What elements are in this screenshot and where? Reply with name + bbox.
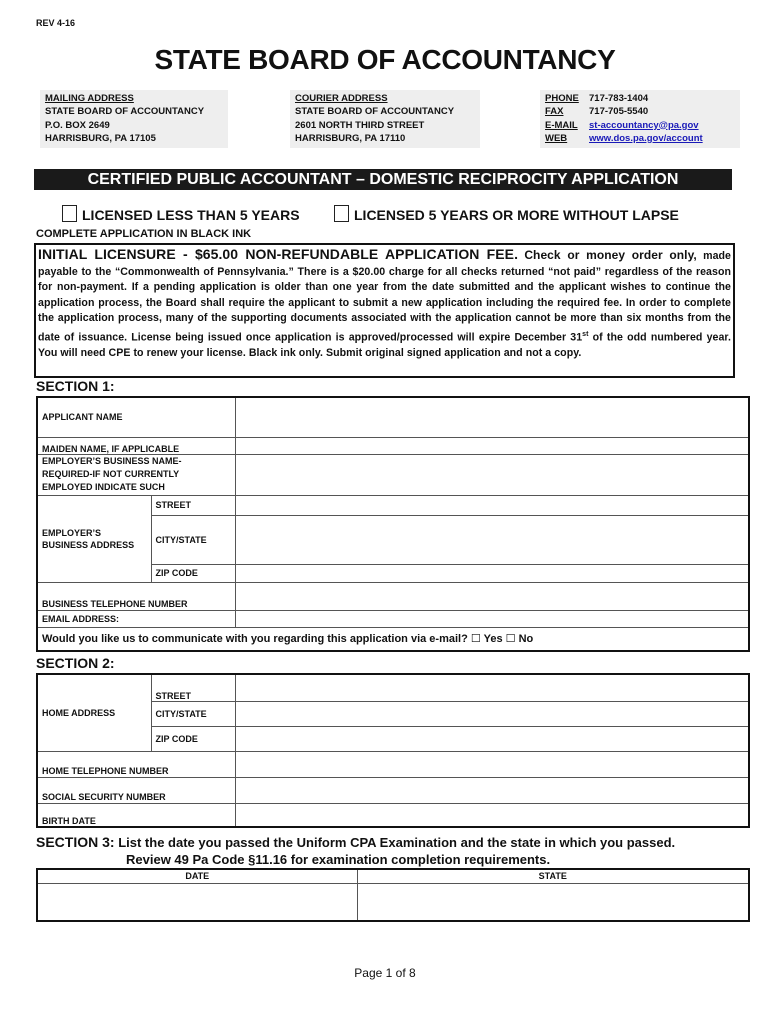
courier-line2: 2601 NORTH THIRD STREET xyxy=(295,119,425,131)
mailing-line3: HARRISBURG, PA 17105 xyxy=(45,132,156,144)
web-link[interactable]: www.dos.pa.gov/account xyxy=(589,132,703,144)
employer-street-label: STREET xyxy=(151,495,235,515)
section1-title: SECTION 1: xyxy=(36,378,115,394)
no-checkbox[interactable]: ☐ xyxy=(505,633,516,646)
web-label: WEB xyxy=(545,132,568,144)
yes-label: Yes xyxy=(483,633,503,646)
section3-table xyxy=(36,868,750,922)
ssn-field[interactable] xyxy=(235,777,749,803)
employer-name-field[interactable] xyxy=(235,454,749,495)
fax-value: 717-705-5540 xyxy=(589,106,649,118)
employer-street-field[interactable] xyxy=(235,495,749,515)
phone-label: PHONE xyxy=(545,93,579,104)
phone-value: 717-783-1404 xyxy=(589,93,649,104)
date-column-header: DATE xyxy=(37,869,357,883)
section3-instruction: List the date you passed the Uniform CPA Examination and the state in which you passed. xyxy=(118,835,676,850)
employer-city-state-field[interactable] xyxy=(235,515,749,564)
employer-city-state-label: CITY/STATE xyxy=(151,515,235,564)
section2-title: SECTION 2: xyxy=(36,655,115,671)
email-address-label: EMAIL ADDRESS: xyxy=(37,610,235,627)
exam-date-field[interactable] xyxy=(37,883,357,921)
section1-table xyxy=(36,396,750,652)
fax-label: FAX xyxy=(545,106,564,118)
notice-sup: st xyxy=(582,330,589,338)
employer-zip-label: ZIP CODE xyxy=(151,564,235,582)
maiden-name-field[interactable] xyxy=(235,437,749,454)
courier-address-block xyxy=(290,90,480,148)
business-phone-field[interactable] xyxy=(235,582,749,610)
option-5-years-or-more[interactable] xyxy=(334,205,679,223)
mailing-address-block xyxy=(40,90,228,148)
home-street-label: STREET xyxy=(151,674,235,701)
business-phone-label: BUSINESS TELEPHONE NUMBER xyxy=(37,582,235,610)
courier-line3: HARRISBURG, PA 17110 xyxy=(295,132,406,144)
yes-checkbox[interactable]: ☐ xyxy=(470,633,481,646)
contact-block xyxy=(540,90,740,148)
home-address-label: HOME ADDRESS xyxy=(37,674,151,751)
email-question-text: Would you like us to communicate with you regarding this application via e-mail? xyxy=(42,633,468,646)
employer-address-label: EMPLOYER’S BUSINESS ADDRESS xyxy=(37,495,151,582)
mailing-line2: P.O. BOX 2649 xyxy=(45,119,110,131)
revision-label: REV 4-16 xyxy=(36,18,76,28)
fee-notice xyxy=(34,243,735,378)
checkbox-less-than-5[interactable] xyxy=(62,205,77,222)
employer-name-label: EMPLOYER’S BUSINESS NAME- REQUIRED-IF NOT CURRENTLY EMPLOYED INDICATE SUCH xyxy=(37,454,235,495)
employer-zip-field[interactable] xyxy=(235,564,749,582)
applicant-name-field[interactable] xyxy=(235,397,749,437)
exam-state-field[interactable] xyxy=(357,883,749,921)
email-link[interactable]: st-accountancy@pa.gov xyxy=(589,119,699,131)
home-zip-field[interactable] xyxy=(235,726,749,751)
option-less-than-5-years[interactable] xyxy=(62,205,300,223)
home-zip-label: ZIP CODE xyxy=(151,726,235,751)
application-banner: CERTIFIED PUBLIC ACCOUNTANT – DOMESTIC RECIPROCITY APPLICATION xyxy=(34,169,732,190)
ssn-label: SOCIAL SECURITY NUMBER xyxy=(37,777,235,803)
section2-table xyxy=(36,673,750,828)
notice-body-end: of the odd numbered year. You will need CPE to renew your license. Black ink only. Submit original signed application and not a copy. xyxy=(38,331,732,360)
notice-heading: INITIAL LICENSURE - $65.00 NON-REFUNDABLE APPLICATION FEE. xyxy=(38,246,519,262)
mailing-line1: STATE BOARD OF ACCOUNTANCY xyxy=(45,106,205,118)
page-title: STATE BOARD OF ACCOUNTANCY xyxy=(154,44,616,75)
email-address-field[interactable] xyxy=(235,610,749,627)
notice-check-note: Check or money order only, xyxy=(524,248,697,262)
home-city-state-label: CITY/STATE xyxy=(151,701,235,726)
option-5-or-more-label: LICENSED 5 YEARS OR MORE WITHOUT LAPSE xyxy=(354,207,679,223)
page-number: Page 1 of 8 xyxy=(354,966,416,980)
no-label: No xyxy=(518,633,534,646)
applicant-name-label: APPLICANT NAME xyxy=(37,397,235,437)
home-phone-field[interactable] xyxy=(235,751,749,777)
checkbox-5-or-more[interactable] xyxy=(334,205,349,222)
birth-date-field[interactable] xyxy=(235,803,749,827)
home-city-state-field[interactable] xyxy=(235,701,749,726)
home-street-field[interactable] xyxy=(235,674,749,701)
maiden-name-label: MAIDEN NAME, IF APPLICABLE xyxy=(37,437,235,454)
section3-heading xyxy=(36,834,736,868)
section3-title: SECTION 3: xyxy=(36,834,115,850)
email-label: E-MAIL xyxy=(545,119,578,131)
home-phone-label: HOME TELEPHONE NUMBER xyxy=(37,751,235,777)
courier-heading: COURIER ADDRESS xyxy=(295,93,388,104)
notice-body: made payable to the “Commonwealth of Pennsylvania.” There is a $20.00 charge for all checks returned “not paid” regardless of the reason for non-payment. If a pending application is older than one year from the date submitted and the applicant wishes to continue the application process, the Board shall require the applicant to submit a new application including the required fee. In order to complete the application process, many of the supporting documents associated with the application cannot be more than six months from the date of issuance. License being issued once application is approved/processed will expire December 31 xyxy=(38,250,731,344)
black-ink-note: COMPLETE APPLICATION IN BLACK INK xyxy=(36,228,252,240)
email-question xyxy=(37,627,749,651)
courier-line1: STATE BOARD OF ACCOUNTANCY xyxy=(295,106,455,118)
mailing-heading: MAILING ADDRESS xyxy=(45,93,134,104)
option-less-than-5-label: LICENSED LESS THAN 5 YEARS xyxy=(82,207,300,223)
section3-review: Review 49 Pa Code §11.16 for examination completion requirements. xyxy=(126,852,551,867)
state-column-header: STATE xyxy=(357,869,749,883)
birth-date-label: BIRTH DATE xyxy=(37,803,235,827)
